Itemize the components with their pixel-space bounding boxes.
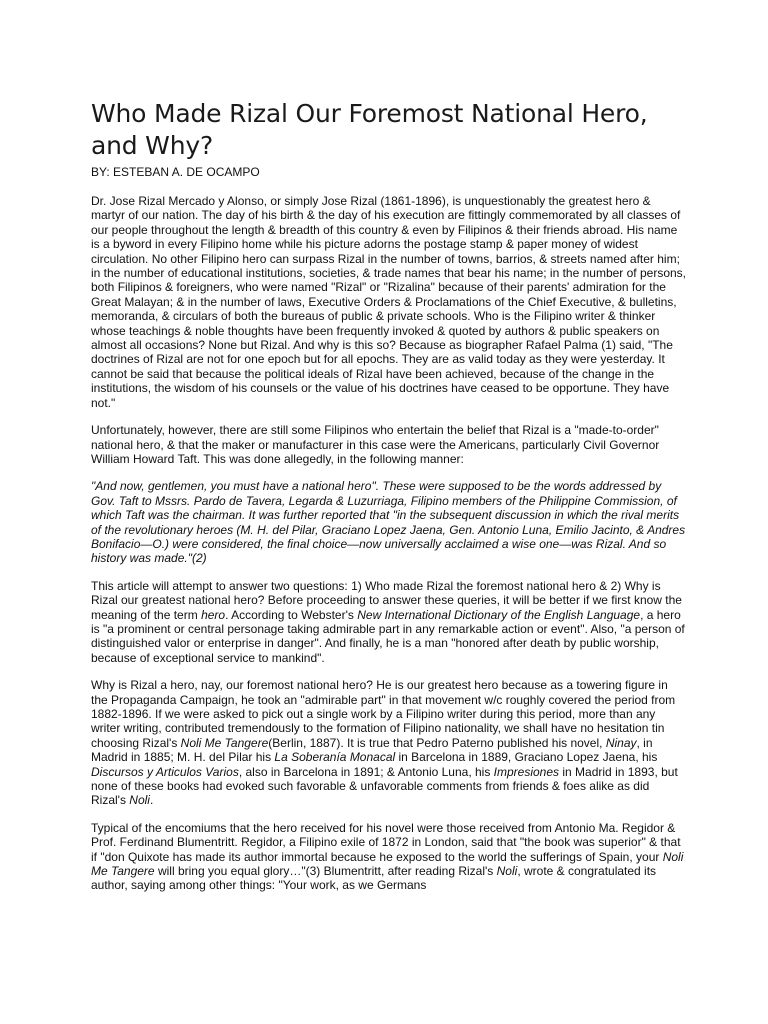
italic-run: La Soberanía Monacal xyxy=(274,750,396,765)
italic-run: New International Dictionary of the English Language xyxy=(357,607,641,622)
italic-run: Discursos y Articulos Varios xyxy=(91,764,239,779)
italic-run: Noli xyxy=(496,864,518,879)
text-run: . xyxy=(149,793,154,808)
paragraph-6 xyxy=(91,821,686,893)
text-run: , wrote & congratulated its author, saying among other things: "Your work, as we Germans xyxy=(91,864,657,893)
text-run: , in Madrid in 1885; M. H. del Pilar his xyxy=(91,735,653,765)
title-line-1: Who Made Rizal Our Foremost National Hero, xyxy=(91,99,648,128)
quote-text: "And now, gentlemen, you must have a national hero". These were supposed to be the words addressed by Gov. Taft to Mssrs. Pardo de Tavera, Legarda & Luzurriaga, Filipino members of the Philippine Commission, of which Taft was the chairman. It was further reported that "in the subsequent discussion in which the rival merits of the revolutionary heroes (M. H. del Pilar, Graciano Lopez Jaena, Gen. Antonio Luna, Emilio Jacinto, & Andres Bonifacio—O.) were considered, the final choice—now universally acclaimed a wise one—was Rizal. And so history was made."(2) xyxy=(91,479,686,566)
byline: BY: ESTEBAN A. DE OCAMPO xyxy=(91,165,260,179)
document-page xyxy=(91,98,686,906)
italic-run: Ninay xyxy=(605,735,637,750)
paragraph-1: Dr. Jose Rizal Mercado y Alonso, or simply Jose Rizal (1861-1896), is unquestionably the greatest hero & martyr of our nation. The day of his birth & the day of his execution are fittingly commemorated by all classes of our people throughout the length & breadth of this country & even by Filipinos & their friends abroad. His name is a byword in every Filipino home while his picture adorns the postage stamp & paper money of widest circulation. No other Filipino hero can surpass Rizal in the number of towns, barrios, & streets named after him; in the number of educational institutions, societies, & trade names that bear his name; in the number of persons, both Filipinos & foreigners, who were named "Rizal" or "Rizalina" because of their parents' admiration for the Great Malayan; & in the number of laws, Executive Orders & Proclamations of the Chief Executive, & bulletins, memoranda, & circulars of both the bureaus of public & private schools. Who is the Filipino writer & thinker whose teachings & noble thoughts have been frequently invoked & quoted by authors & public speakers on almost all occasions? None but Rizal. And why is this so? Because as biographer Rafael Palma (1) said, "The doctrines of Rizal are not for one epoch but for all epochs. They are as valid today as they were yesterday. It cannot be said that because the political ideals of Rizal have been achieved, because of the change in the institutions, the wisdom of his counsels or the value of his doctrines have ceased to be opportune. They have not." xyxy=(91,194,687,410)
text-run: , a hero is "a prominent or central personage taking admirable part in any remarkable action or event". Also, "a person of distinguished valor or enterprise in danger". And finally, he is a man "honored after death by public worship, because of exceptional service to mankind". xyxy=(91,607,685,665)
text-run: will bring you equal glory…"(3) Blumentritt, after reading Rizal's xyxy=(154,864,497,879)
italic-run: Noli xyxy=(129,793,150,808)
article-title xyxy=(91,98,686,162)
paragraph-2: Unfortunately, however, there are still some Filipinos who entertain the belief that Rizal is a "made-to-order" national hero, & that the maker or manufacturer in this case were the Americans, particularly Civil Governor William Howard Taft. This was done allegedly, in the following manner: xyxy=(91,423,660,466)
text-run: , also in Barcelona in 1891; & Antonio Luna, his xyxy=(238,764,494,779)
paragraph-5 xyxy=(91,678,686,808)
italic-run: Impresiones xyxy=(493,764,560,779)
italic-run: hero xyxy=(201,607,226,622)
text-run: Why is Rizal a hero, nay, our foremost national hero? He is our greatest hero because as a towering figure in the Propaganda Campaign, he took an "admirable part" in that movement w/c roughly covered the period from 1882-1896. If we were asked to pick out a single work by a Filipino writer during this period, more than any writer writing, contributed tremendously to the formation of Filipino nationality, we shall have no hesitation tin choosing Rizal's xyxy=(91,678,676,750)
text-run: in Madrid in 1893, but none of these books had evoked such favorable & unfavorable comments from friends & foes alike as did Rizal's xyxy=(91,764,678,808)
text-run: This article will attempt to answer two questions: 1) Who made Rizal the foremost national hero & 2) Why is Rizal our greatest national hero? Before proceeding to answer these queries, it will be better if we first know the meaning of the term xyxy=(91,578,682,622)
text-run: (Berlin, 1887). It is true that Pedro Paterno published his novel, xyxy=(268,735,606,750)
paragraph-4 xyxy=(91,579,686,665)
italic-run: Noli Me Tangere xyxy=(180,735,269,750)
text-run: Typical of the encomiums that the hero received for his novel were those received from Antonio Ma. Regidor & Prof. Ferdinand Blumentritt. Regidor, a Filipino exile of 1872 in London, said that "the book was superior" & that if "don Quixote has made its author immortal because he exposed to the world the sufferings of Spain, your xyxy=(91,820,681,864)
paragraph-3-quote xyxy=(91,479,686,565)
italic-run: Noli Me Tangere xyxy=(91,849,684,879)
title-line-2: and Why? xyxy=(91,131,214,160)
text-run: in Barcelona in 1889, Graciano Lopez Jaena, his xyxy=(395,750,658,765)
text-run: . According to Webster's xyxy=(225,607,358,622)
